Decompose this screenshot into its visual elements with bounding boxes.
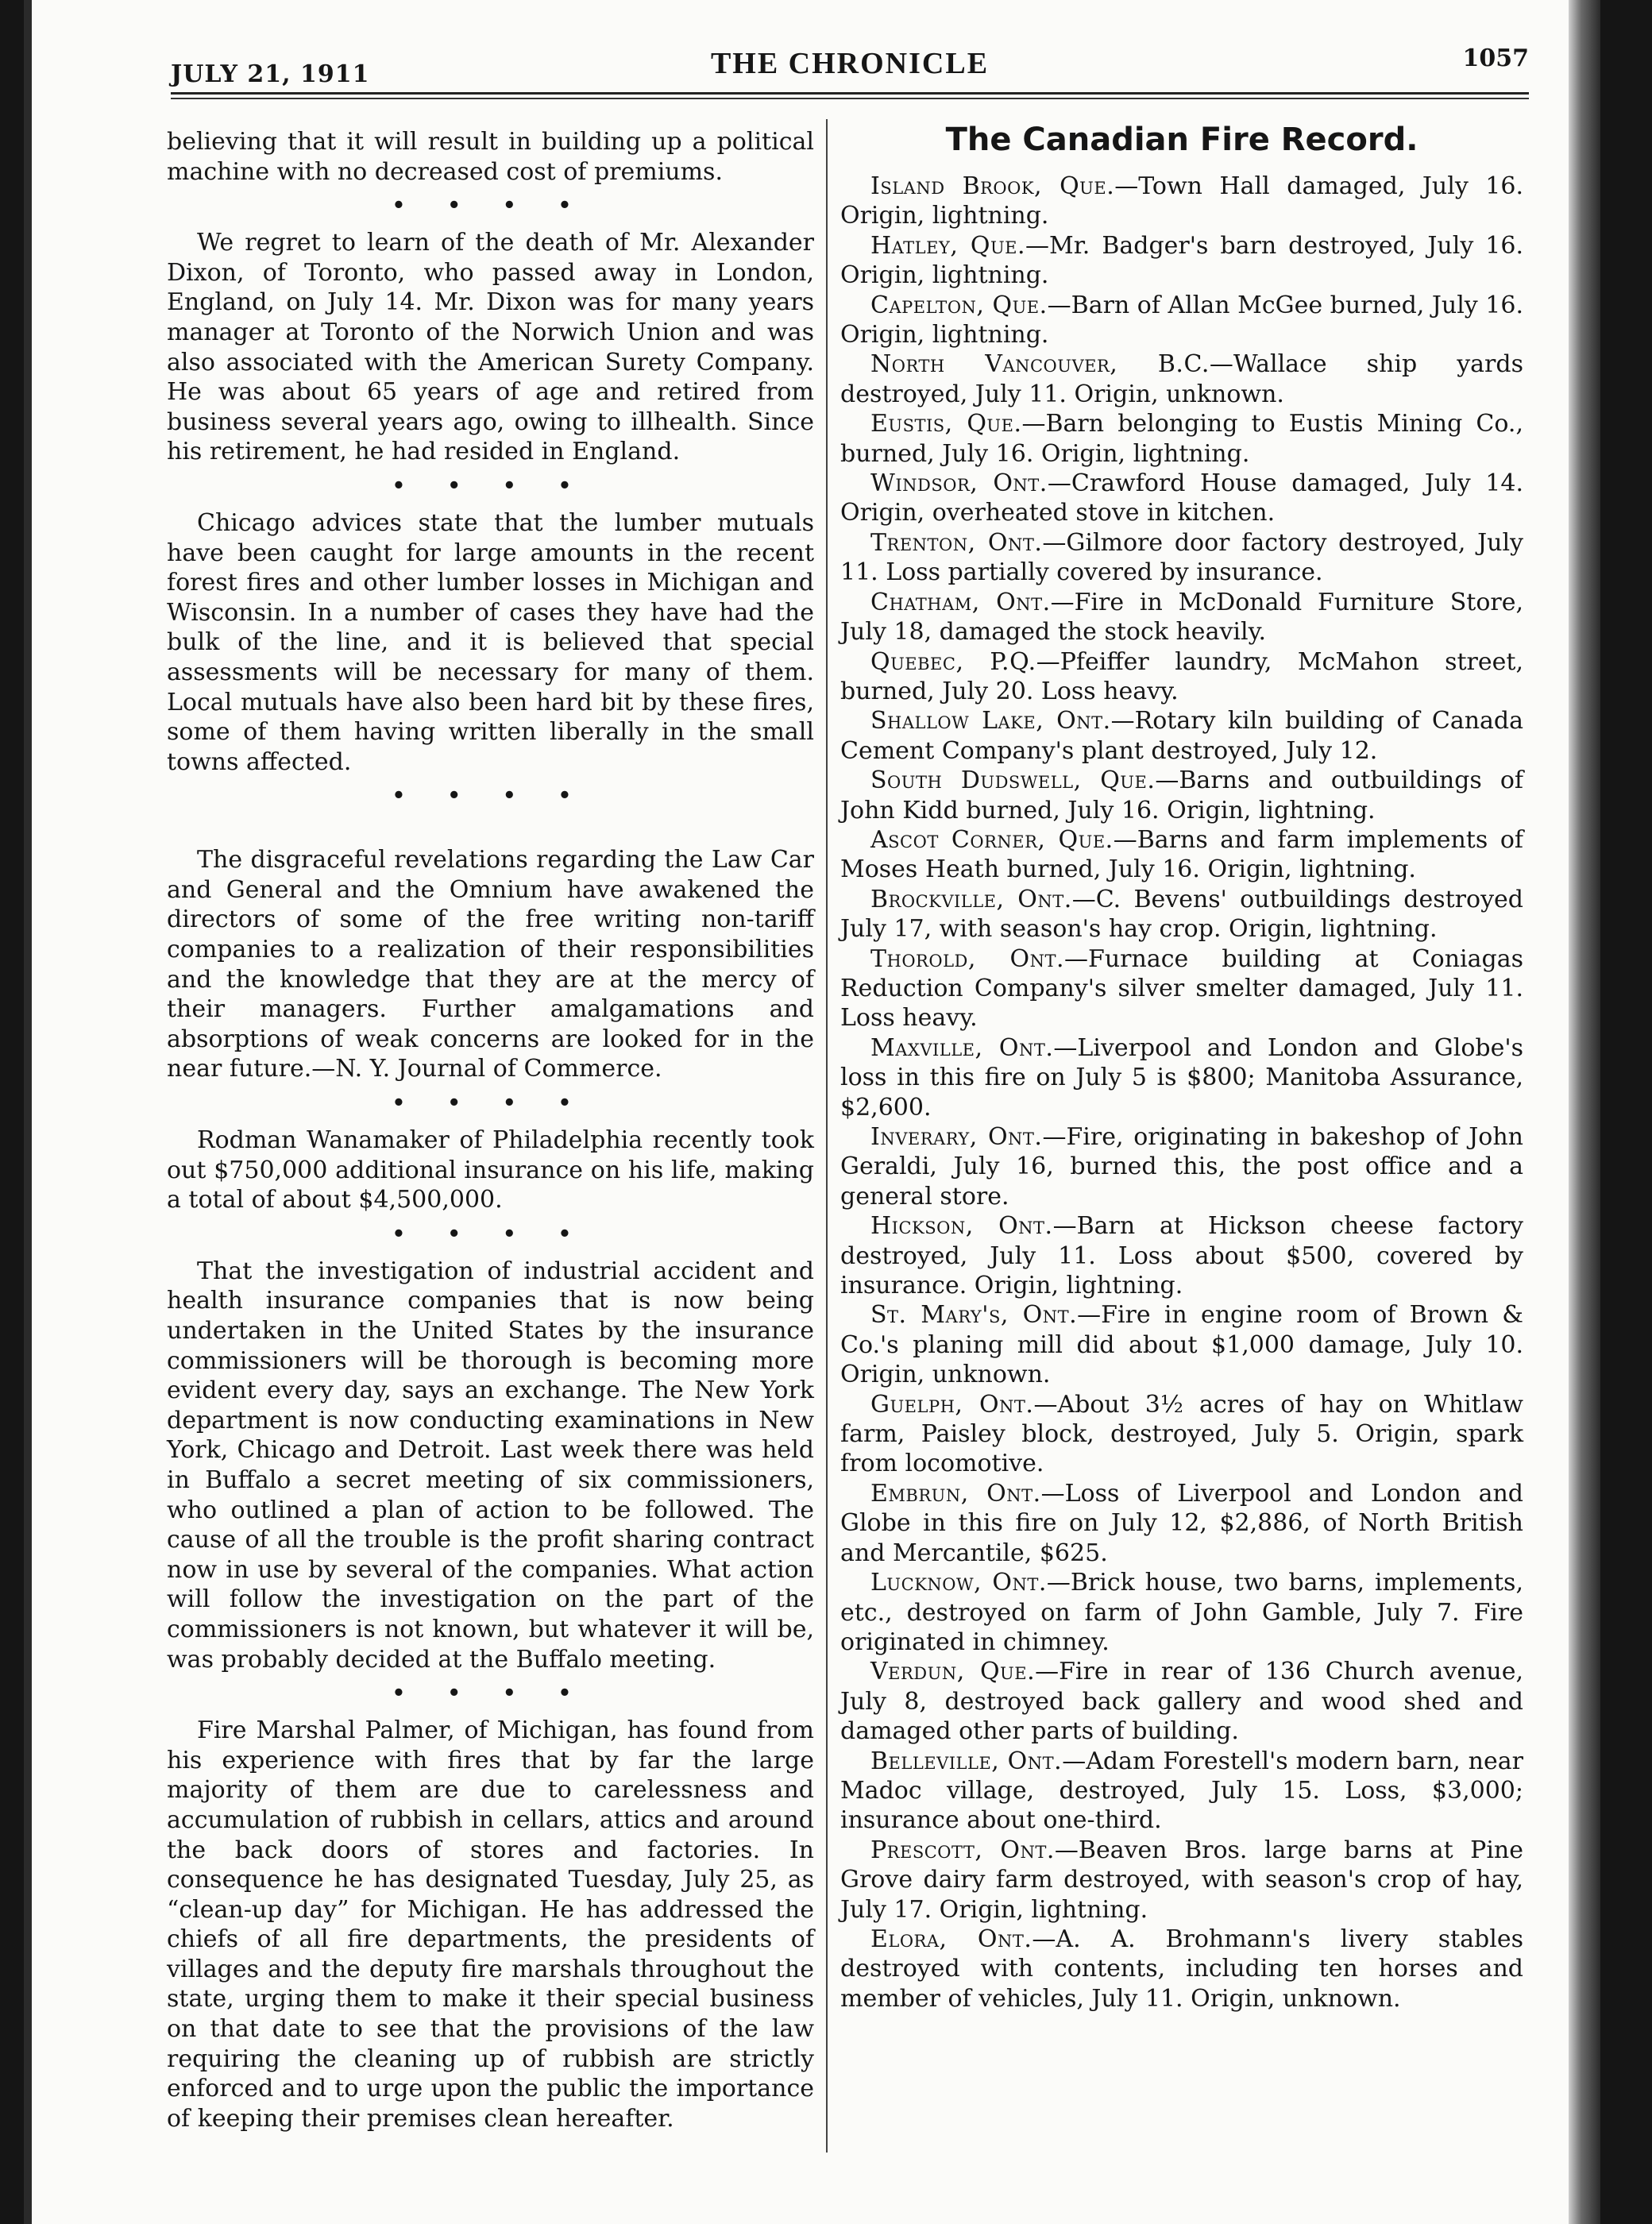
article-paragraph: We regret to learn of the death of Mr. Alexander Dixon, of Toronto, who passed away in London, England, on July 14. Mr. Dixon was for many years manager at Toronto of the Norwich Union and was also associated with the American Surety Company. He was about 65 years of age and retired from business several years ago, owing to illhealth. Since his retirement, he had resided in England. <box>167 229 814 466</box>
header-rule-secondary <box>171 98 1529 99</box>
entry-text: —Fire in engine room of Brown & Co.'s planing mill did about $1,000 damage, July 10. Origin, unknown. <box>840 1301 1523 1389</box>
entry-place: Belleville, Ont. <box>870 1747 1063 1775</box>
section-separator: • • • • <box>392 194 589 218</box>
entry-place: North Vancouver, B.C. <box>870 350 1210 379</box>
article-paragraph: believing that it will result in building up a political machine with no decreased cost of premiums. <box>167 128 814 186</box>
left-column <box>167 127 814 2133</box>
fire-record-entry <box>840 172 1523 231</box>
fire-record-entry <box>840 409 1523 469</box>
entry-place: Trenton, Ont. <box>870 528 1043 557</box>
entry-text: —Gilmore door factory destroyed, July 11. Loss partially covered by insurance. <box>840 528 1523 587</box>
binding-edge <box>1569 0 1600 2224</box>
entry-text: —Fire in rear of 136 Church avenue, July 8, destroyed back gallery and wood shed and damaged other parts of building. <box>840 1658 1523 1746</box>
header-rule <box>171 92 1529 95</box>
page-number: 1057 <box>1462 44 1529 72</box>
section-separator: • • • • <box>392 784 589 809</box>
entry-text: —A. A. Brohmann's livery stables destroyed with contents, including ten horses and member of vehicles, July 11. Origin, unknown. <box>840 1925 1523 2013</box>
entry-place: Eustis, Que. <box>870 410 1022 438</box>
entry-place: Brockville, Ont. <box>870 885 1072 913</box>
spacer <box>167 818 814 845</box>
entry-text: —Fire, originating in bakeshop of John Geraldi, July 16, burned this, the post office and a general store. <box>840 1123 1524 1210</box>
fire-record-entry <box>840 1122 1523 1211</box>
fire-record-entry <box>840 1390 1523 1479</box>
entry-text: —Pfeiffer laundry, McMahon street, burned, July 20. Loss heavy. <box>840 647 1523 705</box>
entry-text: —Barn of Allan McGee burned, July 16. Origin, lightning. <box>840 291 1523 349</box>
entry-text: —Barns and outbuildings of John Kidd burned, July 16. Origin, lightning. <box>840 766 1524 824</box>
fire-record-entry <box>840 588 1523 647</box>
entry-text: —About 3½ acres of hay on Whitlaw farm, Paisley block, destroyed, July 5. Origin, spark from locomotive. <box>840 1390 1523 1478</box>
fire-record-entry <box>840 1211 1523 1300</box>
fire-record-entry <box>840 349 1523 409</box>
column-divider <box>826 119 828 2153</box>
entry-text: —Wallace ship yards destroyed, July 11. Origin, unknown. <box>840 350 1523 408</box>
fire-record-entry <box>840 1836 1523 1925</box>
entry-text: —Beaven Bros. large barns at Pine Grove dairy farm destroyed, with season's crop of hay, July 17. Origin, lightning. <box>840 1836 1523 1924</box>
entry-place: Maxville, Ont. <box>870 1033 1054 1062</box>
publication-title: THE CHRONICLE <box>710 47 990 80</box>
entry-place: Shallow Lake, Ont. <box>870 707 1111 736</box>
entry-place: St. Mary's, Ont. <box>870 1301 1078 1330</box>
entry-place: Verdun, Que. <box>870 1658 1036 1686</box>
section-separator: • • • • <box>392 1222 589 1246</box>
entry-text: —Liverpool and London and Globe's loss in this fire on July 5 is $800; Manitoba Assurance, $2,600. <box>840 1033 1523 1122</box>
fire-record-entry <box>840 1925 1523 2014</box>
entry-place: Inverary, Ont. <box>870 1123 1043 1151</box>
fire-record-entry <box>840 647 1523 707</box>
section-separator: • • • • <box>392 1091 589 1116</box>
entry-place: Hatley, Que. <box>870 231 1026 260</box>
fire-record-entry <box>840 1300 1523 1389</box>
article-paragraph: That the investigation of industrial accident and health insurance companies that is now being undertaken in the United States by the insurance commissioners will be thorough is becoming more evident every day, says an exchange. The New York department is now conducting examinations in New York, Chicago and Detroit. Last week there was held in Buffalo a secret meeting of six commissioners, who outlined a plan of action to be followed. The cause of all the trouble is the profit sharing contract now in use by several of the companies. What action will follow the investigation on the part of the commissioners is not known, but whatever it will be, was probably decided at the Buffalo meeting. <box>167 1257 814 1674</box>
fire-record-entry <box>840 1747 1523 1836</box>
entry-text: —Loss of Liverpool and London and Globe in this fire on July 12, $2,886, of North British and Mercantile, $625. <box>840 1479 1523 1567</box>
entry-text: —Town Hall damaged, July 16. Origin, lightning. <box>840 172 1523 230</box>
entry-place: Prescott, Ont. <box>870 1836 1055 1864</box>
entry-text: —Mr. Badger's barn destroyed, July 16. Origin, lightning. <box>840 231 1523 290</box>
issue-date: JULY 21, 1911 <box>171 60 370 88</box>
section-separator: • • • • <box>392 1682 589 1706</box>
entry-place: Elora, Ont. <box>870 1925 1032 1953</box>
fire-record-entry <box>840 1568 1523 1657</box>
fire-record-entry <box>840 528 1523 588</box>
fire-record-entry <box>840 291 1523 350</box>
entry-place: Windsor, Ont. <box>870 469 1048 498</box>
entry-text: —Fire in McDonald Furniture Store, July 18, damaged the stock heavily. <box>840 588 1524 647</box>
fire-record-entry <box>840 1033 1523 1122</box>
entry-text: —Rotary kiln building of Canada Cement Company's plant destroyed, July 12. <box>840 707 1524 765</box>
entry-text: —Furnace building at Coniagas Reduction Company's silver smelter damaged, July 11. Loss heavy. <box>840 944 1523 1033</box>
fire-record-entry <box>840 706 1523 766</box>
entry-place: Chatham, Ont. <box>870 588 1051 616</box>
entry-place: Thorold, Ont. <box>870 944 1065 973</box>
fire-record-entry <box>840 944 1523 1033</box>
entry-text: —C. Bevens' outbuildings destroyed July 17, with season's hay crop. Origin, lightning. <box>840 885 1523 944</box>
page-header <box>171 41 1529 89</box>
fire-record-entry <box>840 469 1523 528</box>
article-paragraph: Rodman Wanamaker of Philadelphia recently took out $750,000 additional insurance on his life, making a total of about $4,500,000. <box>167 1126 814 1214</box>
fire-record-entry <box>840 1657 1523 1746</box>
entry-place: Embrun, Ont. <box>870 1479 1041 1508</box>
entry-text: —Barn belonging to Eustis Mining Co., burned, July 16. Origin, lightning. <box>840 410 1523 468</box>
fire-record-entry <box>840 231 1523 291</box>
entry-text: —Crawford House damaged, July 14. Origin, overheated stove in kitchen. <box>840 469 1524 527</box>
fire-record-title: The Canadian Fire Record. <box>945 122 1418 158</box>
entry-text: —Barn at Hickson cheese factory destroyed, July 11. Loss about $500, covered by insurance. Origin, lightning. <box>840 1212 1523 1300</box>
fire-record-entry <box>840 885 1523 944</box>
entry-place: South Dudswell, Que. <box>870 766 1156 795</box>
entry-place: Guelph, Ont. <box>870 1390 1034 1419</box>
newspaper-page <box>24 0 1600 2224</box>
right-column <box>840 119 1523 2014</box>
article-paragraph: Chicago advices state that the lumber mutuals have been caught for large amounts in the recent forest fires and other lumber losses in Michigan and Wisconsin. In a number of cases they have had the bulk of the line, and it is believed that special assessments will be necessary for many of them. Local mutuals have also been hard bit by these fires, some of them having written liberally in the small towns affected. <box>167 508 814 776</box>
article-paragraph: The disgraceful revelations regarding the Law Car and General and the Omnium have awakened the directors of some of the free writing non-tariff companies to a realization of their responsibilities and the knowledge that they are at the mercy of their managers. Further amalgamations and absorptions of weak concerns are looked for in the near future.—N. Y. Journal of Commerce. <box>167 846 814 1083</box>
entry-place: Lucknow, Ont. <box>870 1569 1047 1597</box>
fire-record-entry <box>840 1479 1523 1568</box>
entry-place: Quebec, P.Q. <box>870 647 1036 676</box>
entry-text: —Adam Forestell's modern barn, near Madoc village, destroyed, July 15. Loss, $3,000; insurance about one-third. <box>840 1747 1523 1835</box>
fire-record-entry <box>840 766 1523 825</box>
fire-record-entry <box>840 825 1523 885</box>
entry-place: Hickson, Ont. <box>870 1212 1053 1241</box>
entry-text: —Brick house, two barns, implements, etc., destroyed on farm of John Gamble, July 7. Fire originated in chimney. <box>840 1569 1523 1656</box>
entry-place: Island Brook, Que. <box>870 172 1115 200</box>
entry-text: —Barns and farm implements of Moses Heath burned, July 16. Origin, lightning. <box>840 825 1523 884</box>
section-separator: • • • • <box>392 473 589 498</box>
entry-place: Ascot Corner, Que. <box>870 825 1114 854</box>
fire-record-list <box>840 172 1523 2014</box>
article-paragraph: Fire Marshal Palmer, of Michigan, has found from his experience with fires that by far the large majority of them are due to carelessness and accumulation of rubbish in cellars, attics and around the back doors of stores and factories. In consequence he has designated Tuesday, July 25, as “clean-up day” for Michigan. He has addressed the chiefs of all fire departments, the presidents of villages and the deputy fire marshals throughout the state, urging them to make it their special business on that date to see that the provisions of the law requiring the cleaning up of rubbish are strictly enforced and to urge upon the public the importance of keeping their premises clean hereafter. <box>167 1716 814 2133</box>
entry-place: Capelton, Que. <box>870 291 1048 319</box>
